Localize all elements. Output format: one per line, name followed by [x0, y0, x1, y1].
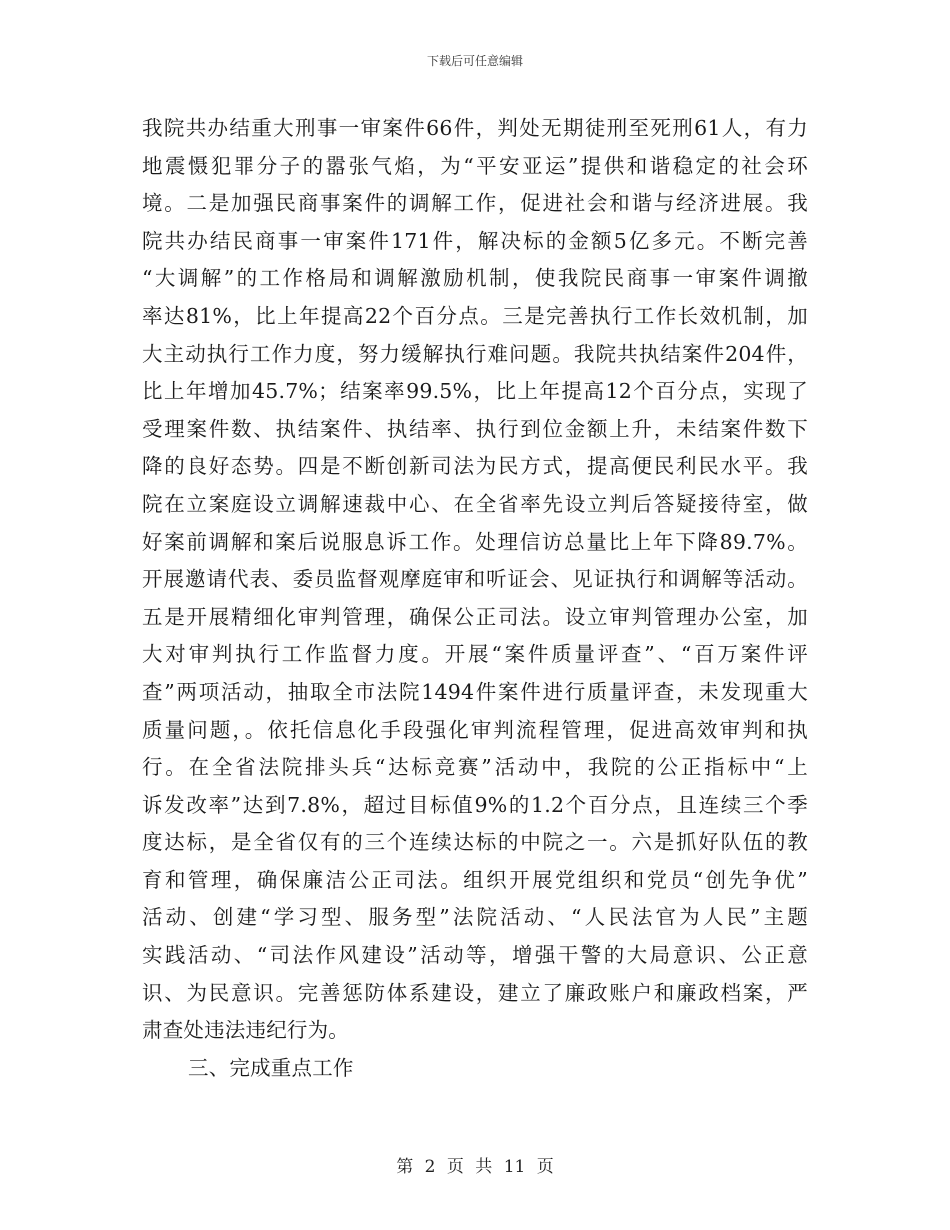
body-line-16: 查”两项活动，抽取全市法院1494件案件进行质量评查，未发现重大: [142, 679, 808, 704]
body-line-11: 院在立案庭设立调解速裁中心、在全省率先设立判后答疑接待室，做: [142, 491, 808, 516]
body-line-18: 行。在全省法院排头兵“达标竞赛”活动中，我院的公正指标中“上: [142, 755, 808, 780]
body-line-25: 肃查处违法违纪行为。: [142, 1018, 349, 1043]
body-line-6: 率达81%，比上年提高22个百分点。三是完善执行工作长效机制，加: [142, 303, 808, 328]
body-line-10: 降的良好态势。四是不断创新司法为民方式，提高便民利民水平。我: [142, 454, 808, 479]
body-line-15: 大对审判执行工作监督力度。开展“案件质量评查”、“百万案件评: [142, 642, 808, 667]
body-line-24: 识、为民意识。完善惩防体系建设，建立了廉政账户和廉政档案，严: [142, 980, 808, 1005]
body-line-17: 质量问题，。依托信息化手段强化审判流程管理，促进高效审判和执: [142, 717, 808, 742]
page-header: 下载后可任意编辑: [426, 54, 523, 68]
body-line-21: 育和管理，确保廉洁公正司法。组织开展党组织和党员“创先争优”: [142, 867, 808, 892]
body-line-1: 我院共办结重大刑事一审案件66件，判处无期徒刑至死刑61人，有力: [142, 116, 808, 140]
body-line-19: 诉发改率”达到7.8%，超过目标值9%的1.2个百分点，且连续三个季: [142, 792, 808, 817]
body-line-12: 好案前调解和案后说服息诉工作。处理信访总量比上年下降89.7%。: [142, 529, 808, 554]
body-line-23: 实践活动、“司法作风建设”活动等，增强干警的大局意识、公正意: [142, 943, 808, 968]
body-line-4: 院共办结民商事一审案件171件，解决标的金额5亿多元。不断完善: [142, 228, 808, 253]
body-line-13: 开展邀请代表、委员监督观摩庭审和听证会、见证执行和调解等活动。: [142, 567, 808, 592]
body-line-22: 活动、创建“学习型、服务型”法院活动、“人民法官为人民”主题: [142, 905, 808, 930]
body-line-5: “大调解”的工作格局和调解激励机制，使我院民商事一审案件调撤: [142, 266, 808, 291]
body-line-20: 度达标，是全省仅有的三个连续达标的中院之一。六是抓好队伍的教: [142, 830, 808, 855]
body-line-2: 地震慑犯罪分子的嚣张气焰，为“平安亚运”提供和谐稳定的社会环: [142, 153, 808, 178]
document-body: [142, 110, 808, 1087]
body-line-14: 五是开展精细化审判管理，确保公正司法。设立审判管理办公室，加: [142, 604, 808, 629]
section-heading: 三、完成重点工作: [188, 1055, 354, 1080]
body-line-7: 大主动执行工作力度，努力缓解执行难问题。我院共执结案件204件，: [142, 341, 808, 366]
body-line-8: 比上年增加45.7%；结案率99.5%，比上年提高12个百分点，实现了: [142, 379, 808, 404]
page-number: 第 2 页 共 11 页: [396, 1157, 554, 1177]
body-line-3: 境。二是加强民商事案件的调解工作，促进社会和谐与经济进展。我: [142, 191, 808, 216]
body-line-9: 受理案件数、执结案件、执结率、执行到位金额上升，未结案件数下: [142, 416, 808, 441]
